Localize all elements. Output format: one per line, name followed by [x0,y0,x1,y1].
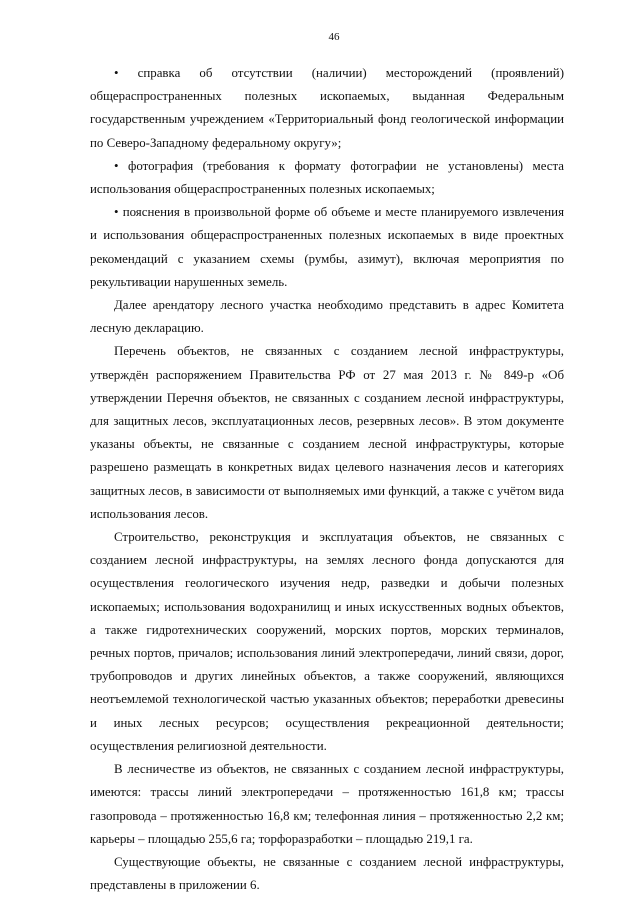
paragraph-forest-declaration: Далее арендатору лесного участка необходимо представить в адрес Комитета лесную декларацию. [90,298,564,336]
paragraph-construction: Строительство, реконструкция и эксплуатация объектов, не связанных с созданием лесной инфраструктуры, на землях лесного фонда допускаются для осуществления геологического изучения недр, разведки и добычи полезных ископаемых; использования водохранилищ и иных искусственных водных объектов, а также гидротехнических сооружений, морских портов, морских терминалов, речных портов, причалов; использования линий электропередачи, линий связи, дорог, трубопроводов и других линейных объектов, а также сооружений, являющихся неотъемлемой технологической частью указанных объектов; переработки древесины и иных лесных ресурсов; осуществления рекреационной деятельности; осуществления религиозной деятельности. [90,530,564,753]
paragraph-objects-list: Перечень объектов, не связанных с созданием лесной инфраструктуры, утверждён распоряжением Правительства РФ от 27 мая 2013 г. № 849-р «Об утверждении Перечня объектов, не связанных с созданием лесной инфраструктуры, для защитных лесов, эксплуатационных лесов, резервных лесов». В этом документе указаны объекты, не связанные с созданием лесной инфраструктуры, которые разрешено размещать в конкретных видах целевого назначения лесов и категориях защитных лесов, в зависимости от выполняемых ими функций, а также с учётом вида использования лесов. [90,344,564,521]
paragraph-appendix-reference: Существующие объекты, не связанные с созданием лесной инфраструктуры, представлены в приложении 6. [90,854,564,893]
bullet-item-mineral-certificate: • справка об отсутствии (наличии) месторождений (проявлений) общераспространенных полезных ископаемых, выданная Федеральным государственным учреждением «Территориальный фонд геологической информации по Северо-Западному федеральному округу»; [90,66,564,150]
bullet-item-photograph: • фотография (требования к формату фотографии не установлены) места использования общераспространенных полезных ископаемых; [90,158,564,197]
paragraph-forestry-objects: В лесничестве из объектов, не связанных с созданием лесной инфраструктуры, имеются: трассы линий электропередачи – протяженностью 161,8 км; трассы газопровода – протяженностью 16,8 км; телефонная линия – протяженностью 2,2 км; карьеры – площадью 255,6 га; торфоразработки – площадью 219,1 га. [90,762,564,846]
bullet-item-explanations: • пояснения в произвольной форме об объеме и месте планируемого извлечения и использования общераспространенных полезных ископаемых в виде проектных рекомендаций с указанием схемы (румбы, азимут), включая мероприятия по рекультивации нарушенных земель. [90,205,564,289]
page-number: 46 [328,31,340,43]
